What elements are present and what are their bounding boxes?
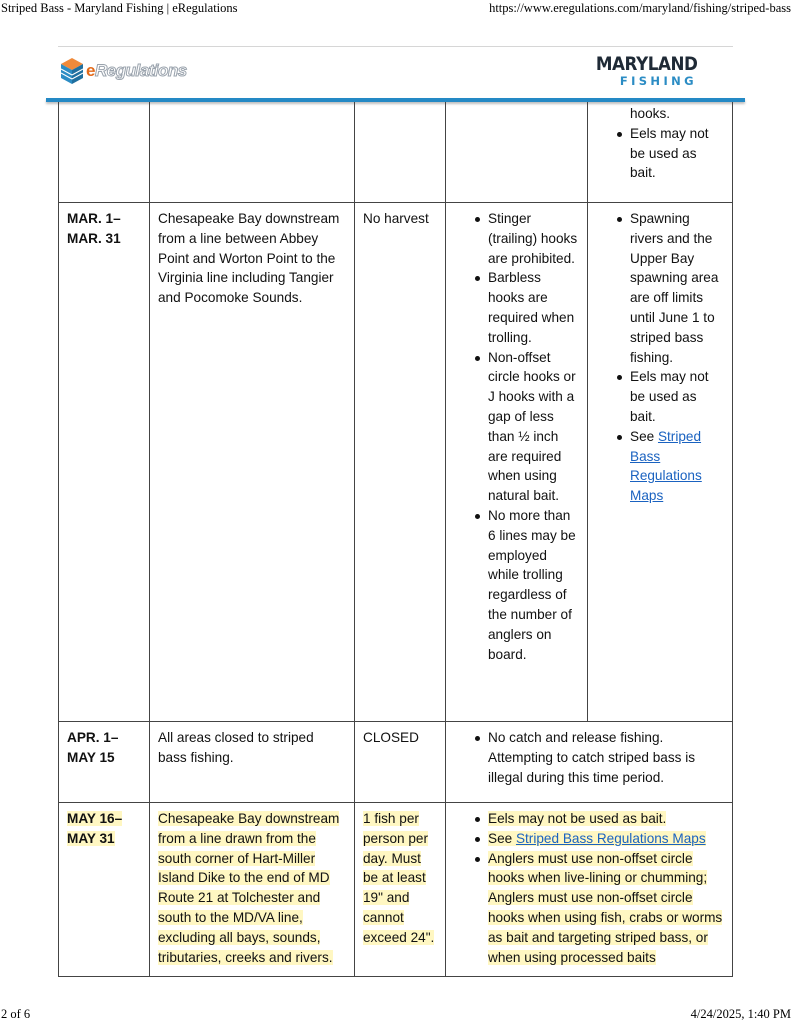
page-title: Striped Bass - Maryland Fishing | eRegulations <box>1 1 238 15</box>
page-counter: 2 of 6 <box>1 1007 31 1021</box>
notes-cell <box>446 102 588 202</box>
limit-cell: CLOSED <box>355 722 446 802</box>
site-header <box>58 46 733 98</box>
dates-cell: APR. 1– MAY 15 <box>59 722 150 802</box>
page-url[interactable]: https://www.eregulations.com/maryland/fishing/striped-bass <box>489 1 791 15</box>
list-item: Non-offset circle hooks or J hooks with a gap of less than ½ inch are required when using natural bait. <box>488 348 579 506</box>
area-cell: Chesapeake Bay downstream from a line between Abbey Point and Worton Point to the Virginia line including Tangier and Pocomoke Sounds. <box>150 203 355 721</box>
list-item: No more than 6 lines may be employed while trolling regardless of the number of anglers on board. <box>488 506 579 664</box>
list-item: Anglers must use non-offset circle hooks when live-lining or chumming; Anglers must use non-offset circle hooks when using fish, crabs or worms as bait and targeting striped bass, or when using processed baits <box>488 849 725 968</box>
list-item: See Striped Bass Regulations Maps <box>630 427 725 506</box>
list-item: Eels may not be used as bait. <box>630 367 725 426</box>
ereg-cube-icon <box>60 57 84 85</box>
dates-cell: MAY 16– MAY 31 <box>59 803 150 976</box>
list-item: Eels may not be used as bait. <box>488 809 725 829</box>
maryland-fishing-logo[interactable] <box>582 55 697 88</box>
area-cell: All areas closed to striped bass fishing. <box>150 722 355 802</box>
print-footer <box>0 1006 791 1024</box>
list-item: hooks. <box>630 106 671 121</box>
limit-cell: 1 fish per person per day. Must be at least 19" and cannot exceed 24". <box>355 803 446 976</box>
area-cell <box>150 102 355 202</box>
list-item: Barbless hooks are required when trolling. <box>488 268 579 347</box>
dates-cell <box>59 102 150 202</box>
logo-fishing: FISHING <box>619 74 697 88</box>
dates-cell: MAR. 1– MAR. 31 <box>59 203 150 721</box>
list-item: Stinger (trailing) hooks are prohibited. <box>488 209 579 268</box>
list-item: Spawning rivers and the Upper Bay spawning area are off limits until June 1 to striped bass fishing. <box>630 209 725 367</box>
ereg-wordmark: eRegulations <box>86 61 187 80</box>
logo-maryland: MARYLAND <box>595 53 697 75</box>
table-row <box>58 803 733 977</box>
list-item: Eels may not be used as bait. <box>630 124 725 183</box>
striped-bass-maps-link[interactable]: Striped Bass Regulations Maps <box>515 830 706 846</box>
list-item: No catch and release fishing. Attempting to catch striped bass is illegal during this time period. <box>488 728 725 787</box>
notes-cell <box>588 102 733 202</box>
area-cell: Chesapeake Bay downstream from a line drawn from the south corner of Hart-Miller Island Dike to the end of MD Route 21 at Tolchester and south to the MD/VA line, excluding all bays, sounds, tributaries, creeks and rivers. <box>150 803 355 976</box>
striped-bass-maps-link[interactable]: Striped Bass Regulations Maps <box>630 428 702 504</box>
limit-cell: No harvest <box>355 203 446 721</box>
notes-cell <box>446 203 588 721</box>
notes-cell <box>446 722 733 802</box>
table-row <box>58 203 733 722</box>
limit-cell <box>355 102 446 202</box>
table-row <box>58 722 733 803</box>
table-row <box>58 102 733 203</box>
eregulations-logo[interactable] <box>60 57 187 85</box>
print-datetime: 4/24/2025, 1:40 PM <box>690 1007 791 1021</box>
regulations-table <box>58 102 733 977</box>
notes-cell <box>446 803 733 976</box>
list-item: See Striped Bass Regulations Maps <box>488 829 725 849</box>
print-header <box>0 0 791 18</box>
notes-cell <box>588 203 733 721</box>
